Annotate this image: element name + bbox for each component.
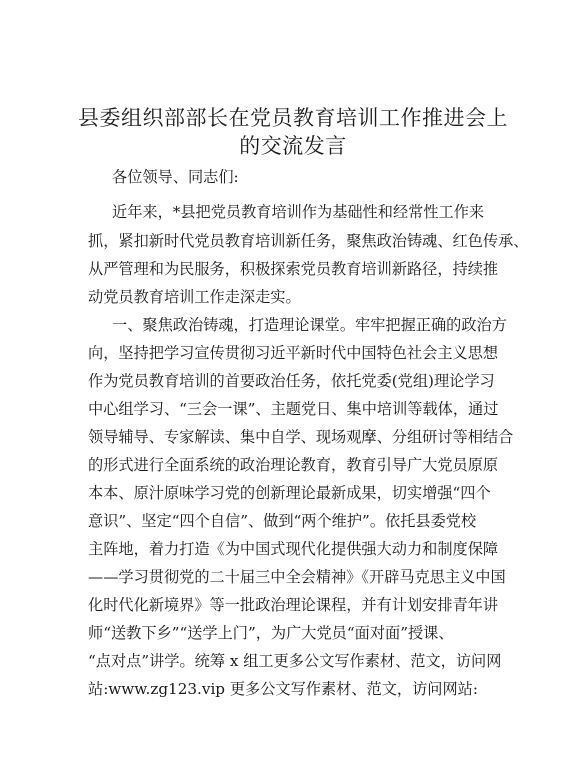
paragraph-line: 一、聚焦政治铸魂，打造理论课堂。牢牢把握正确的政治方 [112, 316, 507, 334]
paragraph-line: 动党员教育培训工作走深走实。 [88, 288, 301, 306]
paragraph-line: 抓，紧扣新时代党员教育培训新任务，聚焦政治铸魂、红色传承、 [88, 232, 529, 250]
paragraph-line: 的形式进行全面系统的政治理论教育，教育引导广大党员原原 [88, 456, 499, 474]
paragraph-line: 化时代化新境界》等一批政治理论课程，并有计划安排青年讲 [88, 596, 499, 614]
paragraph-line: “点对点”讲学。统筹 x 组工更多公文写作素材、范文，访问网 [88, 652, 502, 670]
paragraph-line: 意识”、坚定“四个自信”、做到“两个维护”。依托县委党校 [88, 512, 477, 530]
paragraph-line: 作为党员教育培训的首要政治任务，依托党委(党组)理论学习 [88, 372, 495, 390]
paragraph-line: 中心组学习、“三会一课”、主题党日、集中培训等载体，通过 [88, 400, 499, 418]
paragraph-line: 向，坚持把学习宣传贯彻习近平新时代中国特色社会主义思想 [88, 344, 499, 362]
paragraph-line: ——学习贯彻党的二十届三中全会精神》《开辟马克思主义中国 [88, 568, 506, 586]
greeting: 各位领导、同志们: [112, 168, 239, 186]
paragraph-line: 近年来，*县把党员教育培训作为基础性和经常性工作来 [112, 203, 485, 221]
paragraph-line: 领导辅导、专家解读、集中自学、现场观摩、分组研讨等相结合 [88, 428, 514, 446]
paragraph-line: 师“送教下乡”“送学上门”，为广大党员“面对面”授课、 [88, 624, 454, 642]
paragraph-line: 从严管理和为民服务，积极探索党员教育培训新路径，持续推 [88, 260, 499, 278]
paragraph-line: 本本、原汁原味学习党的创新理论最新成果，切实增强“四个 [88, 484, 491, 502]
document-title-line-1: 县委组织部部长在党员教育培训工作推进会上 [78, 106, 508, 130]
paragraph-line: 站:www.zg123.vip 更多公文写作素材、范文，访问网站: [88, 680, 478, 698]
paragraph-line: 主阵地，着力打造《为中国式现代化提供强大动力和制度保障 [88, 540, 499, 558]
document-title-line-2: 的交流发言 [239, 134, 347, 158]
